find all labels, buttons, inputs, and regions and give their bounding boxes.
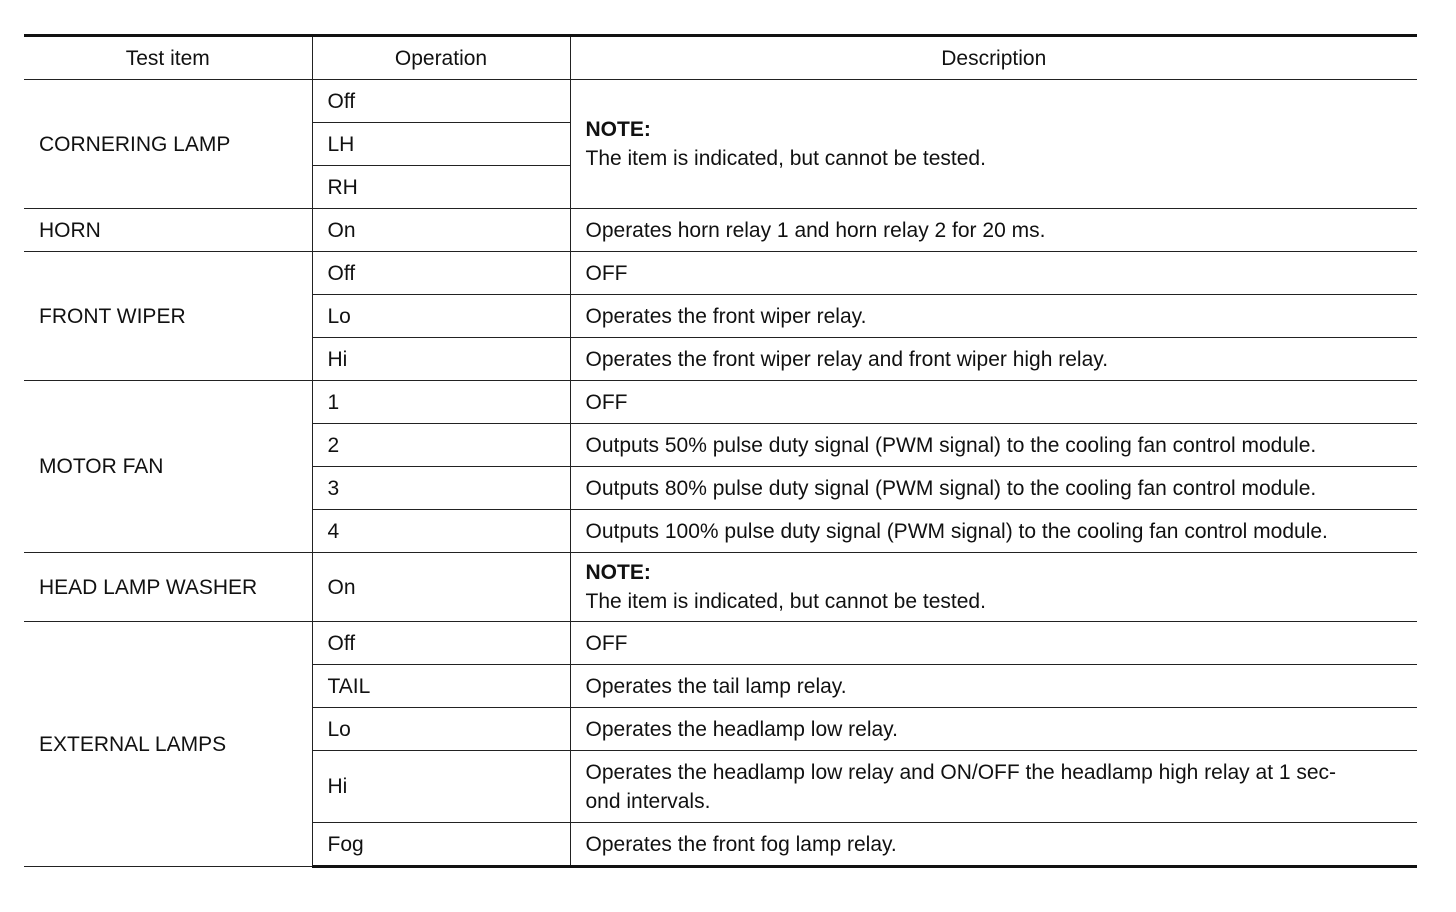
table-row — [24, 209, 1417, 252]
description-cell: Operates horn relay 1 and horn relay 2 for 20 ms. — [570, 209, 1417, 252]
description-cell: OFF — [570, 381, 1417, 424]
table-row — [24, 622, 1417, 665]
description-cell: Outputs 50% pulse duty signal (PWM signal) to the cooling fan control module. — [570, 424, 1417, 467]
description-cell: OFF — [570, 252, 1417, 295]
note-text: The item is indicated, but cannot be tested. — [585, 590, 986, 613]
operation-cell: RH — [312, 166, 570, 209]
description-cell: Outputs 100% pulse duty signal (PWM signal) to the cooling fan control module. — [570, 510, 1417, 553]
table-row — [24, 80, 1417, 123]
active-test-table — [24, 34, 1417, 868]
test-item-external-lamps: EXTERNAL LAMPS — [24, 622, 312, 867]
operation-cell: Hi — [312, 338, 570, 381]
operation-cell: Hi — [312, 751, 570, 823]
description-cell: Operates the front wiper relay. — [570, 295, 1417, 338]
description-note-cell — [570, 80, 1417, 209]
table-row — [24, 252, 1417, 295]
operation-cell: Off — [312, 80, 570, 123]
note-text: The item is indicated, but cannot be tested. — [585, 147, 986, 170]
operation-cell: 1 — [312, 381, 570, 424]
description-cell: Operates the front fog lamp relay. — [570, 823, 1417, 867]
description-cell: Outputs 80% pulse duty signal (PWM signal) to the cooling fan control module. — [570, 467, 1417, 510]
test-item-front-wiper: FRONT WIPER — [24, 252, 312, 381]
description-cell: OFF — [570, 622, 1417, 665]
operation-cell: Off — [312, 252, 570, 295]
description-line: Operates the headlamp low relay and ON/OFF the headlamp high relay at 1 sec- — [585, 760, 1337, 784]
operation-cell: On — [312, 553, 570, 622]
description-note-cell — [570, 553, 1417, 622]
note-label: NOTE: — [585, 118, 651, 141]
header-description: Description — [570, 36, 1417, 80]
description-cell: Operates the tail lamp relay. — [570, 665, 1417, 708]
operation-cell: 2 — [312, 424, 570, 467]
description-line: ond intervals. — [585, 789, 711, 813]
table-row — [24, 553, 1417, 622]
description-cell: Operates the headlamp low relay. — [570, 708, 1417, 751]
operation-cell: On — [312, 209, 570, 252]
operation-cell: 4 — [312, 510, 570, 553]
description-cell — [570, 751, 1417, 823]
operation-cell: Lo — [312, 295, 570, 338]
test-item-head-lamp-washer: HEAD LAMP WASHER — [24, 553, 312, 622]
operation-cell: LH — [312, 123, 570, 166]
header-operation: Operation — [312, 36, 570, 80]
operation-cell: Off — [312, 622, 570, 665]
table-header-row — [24, 36, 1417, 80]
test-item-horn: HORN — [24, 209, 312, 252]
operation-cell: TAIL — [312, 665, 570, 708]
test-item-motor-fan: MOTOR FAN — [24, 381, 312, 553]
operation-cell: Lo — [312, 708, 570, 751]
table-row — [24, 381, 1417, 424]
operation-cell: 3 — [312, 467, 570, 510]
description-cell: Operates the front wiper relay and front wiper high relay. — [570, 338, 1417, 381]
operation-cell: Fog — [312, 823, 570, 867]
test-item-cornering-lamp: CORNERING LAMP — [24, 80, 312, 209]
header-test-item: Test item — [24, 36, 312, 80]
note-label: NOTE: — [585, 561, 651, 584]
